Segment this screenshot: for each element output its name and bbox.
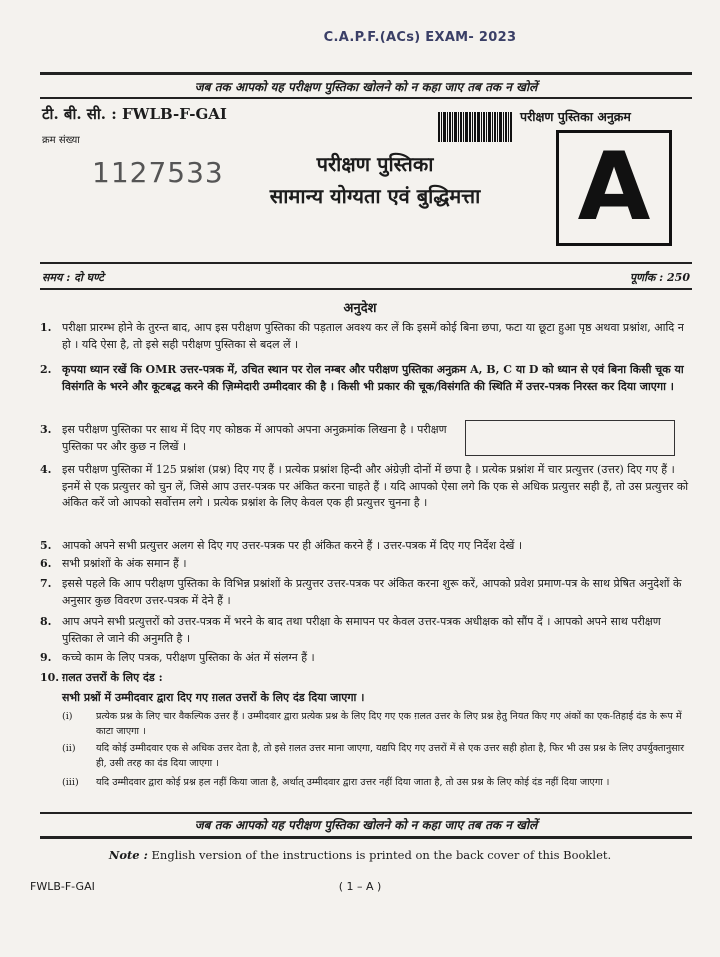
- instruction-item: [40, 320, 690, 353]
- instruction-text: इससे पहले कि आप परीक्षण पुस्तिका के विभिन्न प्रश्नांशों के प्रत्युत्तर उत्तर-पत्रक पर अंकित करना शुरू करें, आपको प्रवेश प्रमाण-पत्र के साथ प्रेषित अनुदेशों के अनुसार कुछ विवरण उत्तर-पत्रक में देने हैं ।: [62, 577, 682, 607]
- instruction-number: 7.: [40, 577, 52, 590]
- penalty-text: यदि उम्मीदवार द्वारा कोई प्रश्न हल नहीं किया जाता है, अर्थात् उम्मीदवार द्वारा उत्तर नहीं दिया जाता है, तो उस प्रश्न के लिए कोई दंड नहीं दिया जाएगा ।: [96, 777, 610, 788]
- instruction-number: 2.: [40, 363, 52, 376]
- instruction-number: 8.: [40, 615, 52, 628]
- instruction-item: [40, 462, 690, 512]
- banner-bottom: जब तक आपको यह परीक्षण पुस्तिका खोलने को न कहा जाए तब तक न खोलें: [194, 818, 538, 832]
- instruction-text: कृपया ध्यान रखें कि OMR उत्तर-पत्रक में, उचित स्थान पर रोल नम्बर और परीक्षण पुस्तिका अनुक्रम A, B, C या D को ध्यान से एवं बिना किसी चूक या विसंगति के भरने और कूटबद्ध करने की ज़िम्मेदारी उम्मीदवार की है । किसी भी प्रकार की चूक/विसंगति की स्थिति में उत्तर-पत्रक निरस्त कर दिया जाएगा ।: [62, 363, 684, 393]
- time-allowed: समय : दो घण्टे: [42, 271, 104, 284]
- instruction-number: 9.: [40, 651, 52, 664]
- instruction-text: परीक्षा प्रारम्भ होने के तुरन्त बाद, आप इस परीक्षण पुस्तिका की पड़ताल अवश्य कर लें कि इसमें कोई बिना छपा, फटा या छूटा हुआ पृष्ठ अथवा प्रश्नांश, आदि न हो । यदि ऐसा है, तो इसे सही परीक्षण पुस्तिका से बदल लें ।: [62, 321, 684, 351]
- instruction-item: [40, 650, 690, 667]
- bottom-rule: [40, 836, 692, 839]
- instruction-number: 5.: [40, 539, 52, 552]
- instruction-text: आप अपने सभी प्रत्युत्तरों को उत्तर-पत्रक में भरने के बाद तथा परीक्षा के समापन पर केवल उत्तर-पत्रक अधीक्षक को सौंप दें । आपको अपने साथ परीक्षण पुस्तिका ले जाने की अनुमति है ।: [62, 615, 661, 645]
- bottom-banner-rule: [40, 812, 692, 814]
- note-label: Note :: [108, 848, 148, 862]
- penalty-number: (i): [62, 711, 73, 722]
- instruction-text: इस परीक्षण पुस्तिका पर साथ में दिए गए कोष्ठक में आपको अपना अनुक्रमांक लिखना है । परीक्षण पुस्तिका पर और कुछ न लिखें ।: [62, 423, 447, 453]
- instruction-item: [40, 670, 690, 687]
- note-text: English version of the instructions is printed on the back cover of this Booklet.: [147, 848, 612, 862]
- serial-label: क्रम संख्या: [42, 135, 80, 146]
- barcode-graphic: [438, 112, 512, 142]
- full-marks: पूर्णांक : 250: [629, 271, 690, 284]
- instruction-text: कच्चे काम के लिए पत्रक, परीक्षण पुस्तिका के अंत में संलग्न हैं ।: [62, 651, 315, 664]
- header-rule: [40, 262, 692, 264]
- instruction-item: [40, 362, 690, 395]
- penalty-number: (ii): [62, 743, 76, 754]
- booklet-title-line-2: सामान्य योग्यता एवं बुद्धिमत्ता: [269, 184, 481, 208]
- penalty-item: [62, 710, 690, 739]
- instruction-text: आपको अपने सभी प्रत्युत्तर अलग से दिए गए उत्तर-पत्रक पर ही अंकित करने हैं । उत्तर-पत्रक में दिए गए निर्देश देखें ।: [62, 539, 523, 552]
- penalty-intro: सभी प्रश्नों में उम्मीदवार द्वारा दिए गए ग़लत उत्तरों के लिए दंड दिया जाएगा ।: [62, 691, 365, 704]
- instruction-item: [40, 556, 690, 573]
- instruction-number: 4.: [40, 463, 52, 476]
- time-rule: [40, 288, 692, 290]
- instruction-item: [40, 614, 690, 647]
- tbc-code: टी. बी. सी. : FWLB-F-GAI: [42, 105, 227, 123]
- exam-name: C.A.P.F.(ACs) EXAM- 2023: [323, 30, 517, 45]
- english-note: [0, 848, 720, 862]
- footer-code: FWLB-F-GAI: [30, 880, 95, 893]
- roll-number-box[interactable]: [465, 420, 675, 456]
- instruction-text: ग़लत उत्तरों के लिए दंड :: [62, 671, 163, 684]
- instruction-item: [40, 422, 458, 455]
- instruction-number: 6.: [40, 557, 52, 570]
- banner-rule: [40, 97, 692, 99]
- instruction-item: [40, 576, 690, 609]
- series-letter-box: [556, 130, 672, 246]
- penalty-item: [62, 742, 690, 771]
- penalty-number: (iii): [62, 777, 79, 788]
- page-number: ( 1 – A ): [338, 880, 382, 893]
- instruction-number: 3.: [40, 423, 52, 436]
- instruction-text: सभी प्रश्नांशों के अंक समान हैं ।: [62, 557, 187, 570]
- penalty-item: [62, 776, 690, 791]
- booklet-title: [230, 148, 520, 212]
- series-label: परीक्षण पुस्तिका अनुक्रम: [520, 109, 631, 124]
- top-rule: [40, 72, 692, 75]
- penalty-text: यदि कोई उम्मीदवार एक से अधिक उत्तर देता है, तो इसे ग़लत उत्तर माना जाएगा, यद्यपि दिए गए उत्तरों में से एक उत्तर सही होता है, फिर भी उस प्रश्न के लिए उपर्युक्तानुसार ही, उसी तरह का दंड दिया जाएगा ।: [96, 743, 685, 769]
- instructions-heading: अनुदेश: [343, 301, 377, 316]
- instruction-text: इस परीक्षण पुस्तिका में 125 प्रश्नांश (प्रश्न) दिए गए हैं । प्रत्येक प्रश्नांश हिन्दी और अंग्रेज़ी दोनों में छपा है । प्रत्येक प्रश्नांश में चार प्रत्युत्तर (उत्तर) दिए गए हैं । इनमें से एक प्रत्युत्तर को चुन लें, जिसे आप उत्तर-पत्रक पर अंकित करना चाहते हैं । यदि आपको ऐसा लगे कि एक से अधिक प्रत्युत्तर सही हैं, तो उस प्रत्युत्तर को अंकित करें जो आपको सर्वोत्तम लगे । प्रत्येक प्रश्नांश के लिए केवल एक ही प्रत्युत्तर चुनना है ।: [62, 463, 689, 509]
- series-letter: A: [577, 133, 651, 242]
- penalty-text: प्रत्येक प्रश्न के लिए चार वैकल्पिक उत्तर हैं । उम्मीदवार द्वारा प्रत्येक प्रश्न के लिए दिए गए एक ग़लत उत्तर के लिए प्रश्न हेतु नियत किए गए अंकों का एक-तिहाई दंड के रूप में काटा जाएगा ।: [96, 711, 682, 737]
- booklet-title-line-1: परीक्षण पुस्तिका: [316, 152, 434, 176]
- serial-number: 1127533: [92, 156, 224, 189]
- instruction-number: 10.: [40, 671, 60, 684]
- banner-top: जब तक आपको यह परीक्षण पुस्तिका खोलने को न कहा जाए तब तक न खोलें: [194, 80, 538, 94]
- instruction-item: [40, 538, 690, 555]
- instruction-number: 1.: [40, 321, 52, 334]
